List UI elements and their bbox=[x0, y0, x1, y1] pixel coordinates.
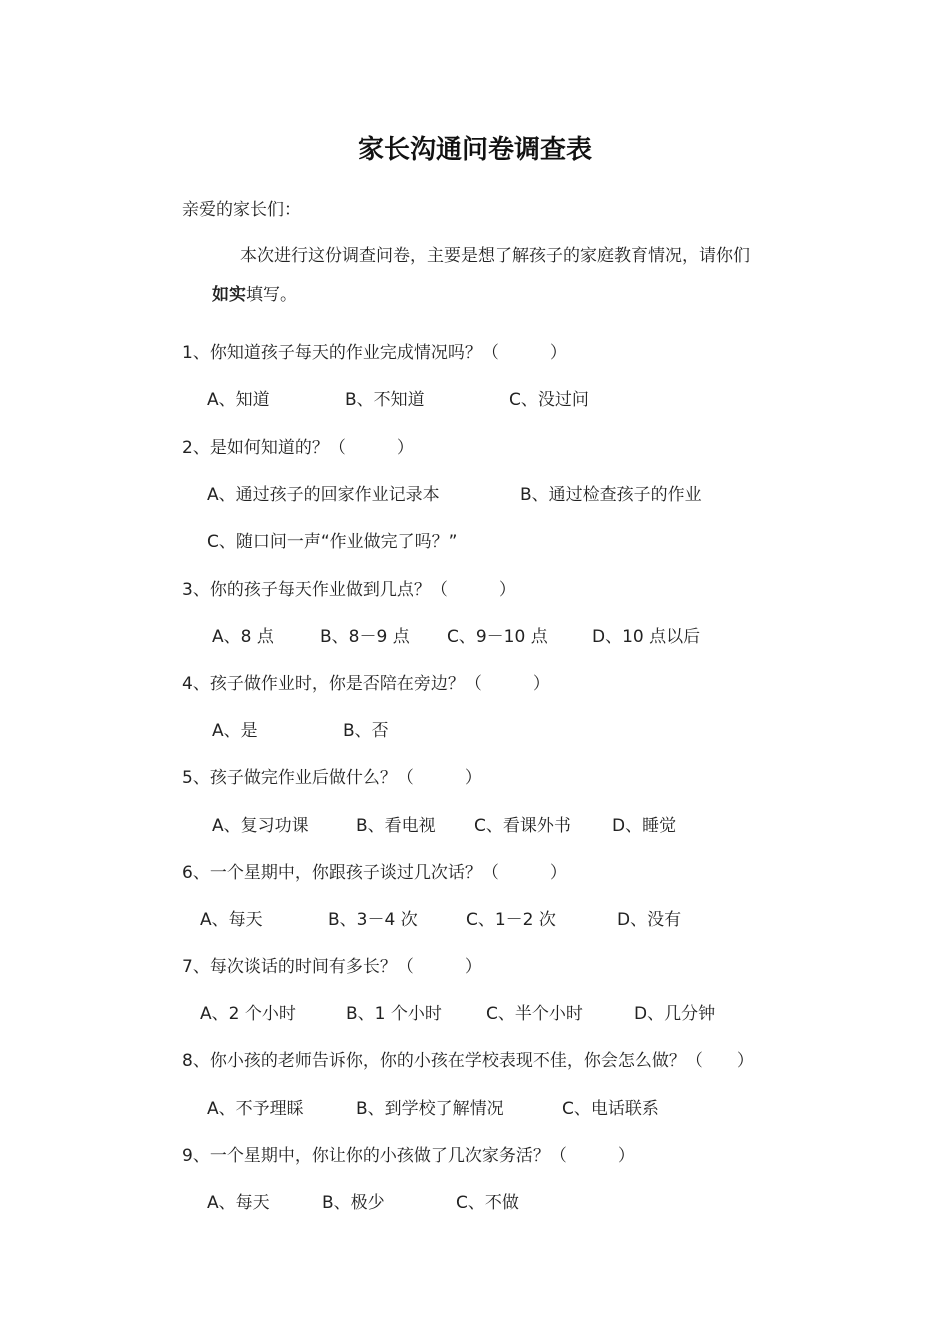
q6-option-c[interactable]: C、1－2 次 bbox=[466, 910, 556, 930]
q3-option-b[interactable]: B、8－9 点 bbox=[320, 627, 410, 647]
q5-option-b[interactable]: B、看电视 bbox=[356, 816, 436, 836]
page-title: 家长沟通问卷调查表 bbox=[357, 135, 592, 165]
question-6: 6、一个星期中，你跟孩子谈过几次话？（ ） bbox=[182, 863, 567, 883]
q9-option-b[interactable]: B、极少 bbox=[322, 1193, 385, 1213]
q7-option-d[interactable]: D、几分钟 bbox=[634, 1004, 716, 1024]
q3-option-d[interactable]: D、10 点以后 bbox=[592, 627, 701, 647]
q4-option-a[interactable]: A、是 bbox=[212, 721, 258, 741]
question-2: 2、是如何知道的？（ ） bbox=[182, 438, 414, 458]
q1-option-a[interactable]: A、知道 bbox=[207, 390, 270, 410]
intro-line-1: 本次进行这份调查问卷，主要是想了解孩子的家庭教育情况，请你们 bbox=[240, 246, 750, 266]
q9-option-c[interactable]: C、不做 bbox=[456, 1193, 519, 1213]
q9-option-a[interactable]: A、每天 bbox=[207, 1193, 270, 1213]
question-4: 4、孩子做作业时，你是否陪在旁边？（ ） bbox=[182, 674, 550, 694]
q8-option-a[interactable]: A、不予理睬 bbox=[207, 1099, 304, 1119]
q6-option-b[interactable]: B、3－4 次 bbox=[328, 910, 418, 930]
q6-option-d[interactable]: D、没有 bbox=[617, 910, 682, 930]
question-1: 1、你知道孩子每天的作业完成情况吗？（ ） bbox=[182, 343, 567, 363]
q4-option-b[interactable]: B、否 bbox=[343, 721, 389, 741]
intro-rest: 填写。 bbox=[246, 285, 297, 305]
question-5: 5、孩子做完作业后做什么？（ ） bbox=[182, 768, 482, 788]
q5-option-a[interactable]: A、复习功课 bbox=[212, 816, 309, 836]
q2-option-c[interactable]: C、随口问一声“作业做完了吗？” bbox=[207, 532, 458, 552]
q8-option-c[interactable]: C、电话联系 bbox=[562, 1099, 659, 1119]
intro-line-2 bbox=[212, 283, 297, 307]
greeting: 亲爱的家长们： bbox=[182, 200, 301, 220]
q5-option-d[interactable]: D、睡觉 bbox=[612, 816, 677, 836]
question-7: 7、每次谈话的时间有多长？（ ） bbox=[182, 957, 482, 977]
q2-option-b[interactable]: B、通过检查孩子的作业 bbox=[520, 485, 702, 505]
question-3: 3、你的孩子每天作业做到几点？（ ） bbox=[182, 580, 516, 600]
question-8: 8、你小孩的老师告诉你，你的小孩在学校表现不佳，你会怎么做？（ ） bbox=[182, 1051, 754, 1071]
q1-option-b[interactable]: B、不知道 bbox=[345, 390, 425, 410]
q2-option-a[interactable]: A、通过孩子的回家作业记录本 bbox=[207, 485, 440, 505]
q7-option-a[interactable]: A、2 个小时 bbox=[200, 1004, 296, 1024]
q6-option-a[interactable]: A、每天 bbox=[200, 910, 263, 930]
question-9: 9、一个星期中，你让你的小孩做了几次家务活？（ ） bbox=[182, 1146, 635, 1166]
q7-option-c[interactable]: C、半个小时 bbox=[486, 1004, 583, 1024]
q8-option-b[interactable]: B、到学校了解情况 bbox=[356, 1099, 504, 1119]
q1-option-c[interactable]: C、没过问 bbox=[509, 390, 589, 410]
q7-option-b[interactable]: B、1 个小时 bbox=[346, 1004, 442, 1024]
q3-option-c[interactable]: C、9－10 点 bbox=[447, 627, 548, 647]
q3-option-a[interactable]: A、8 点 bbox=[212, 627, 274, 647]
intro-emphasis: 如实 bbox=[212, 285, 246, 305]
q5-option-c[interactable]: C、看课外书 bbox=[474, 816, 571, 836]
